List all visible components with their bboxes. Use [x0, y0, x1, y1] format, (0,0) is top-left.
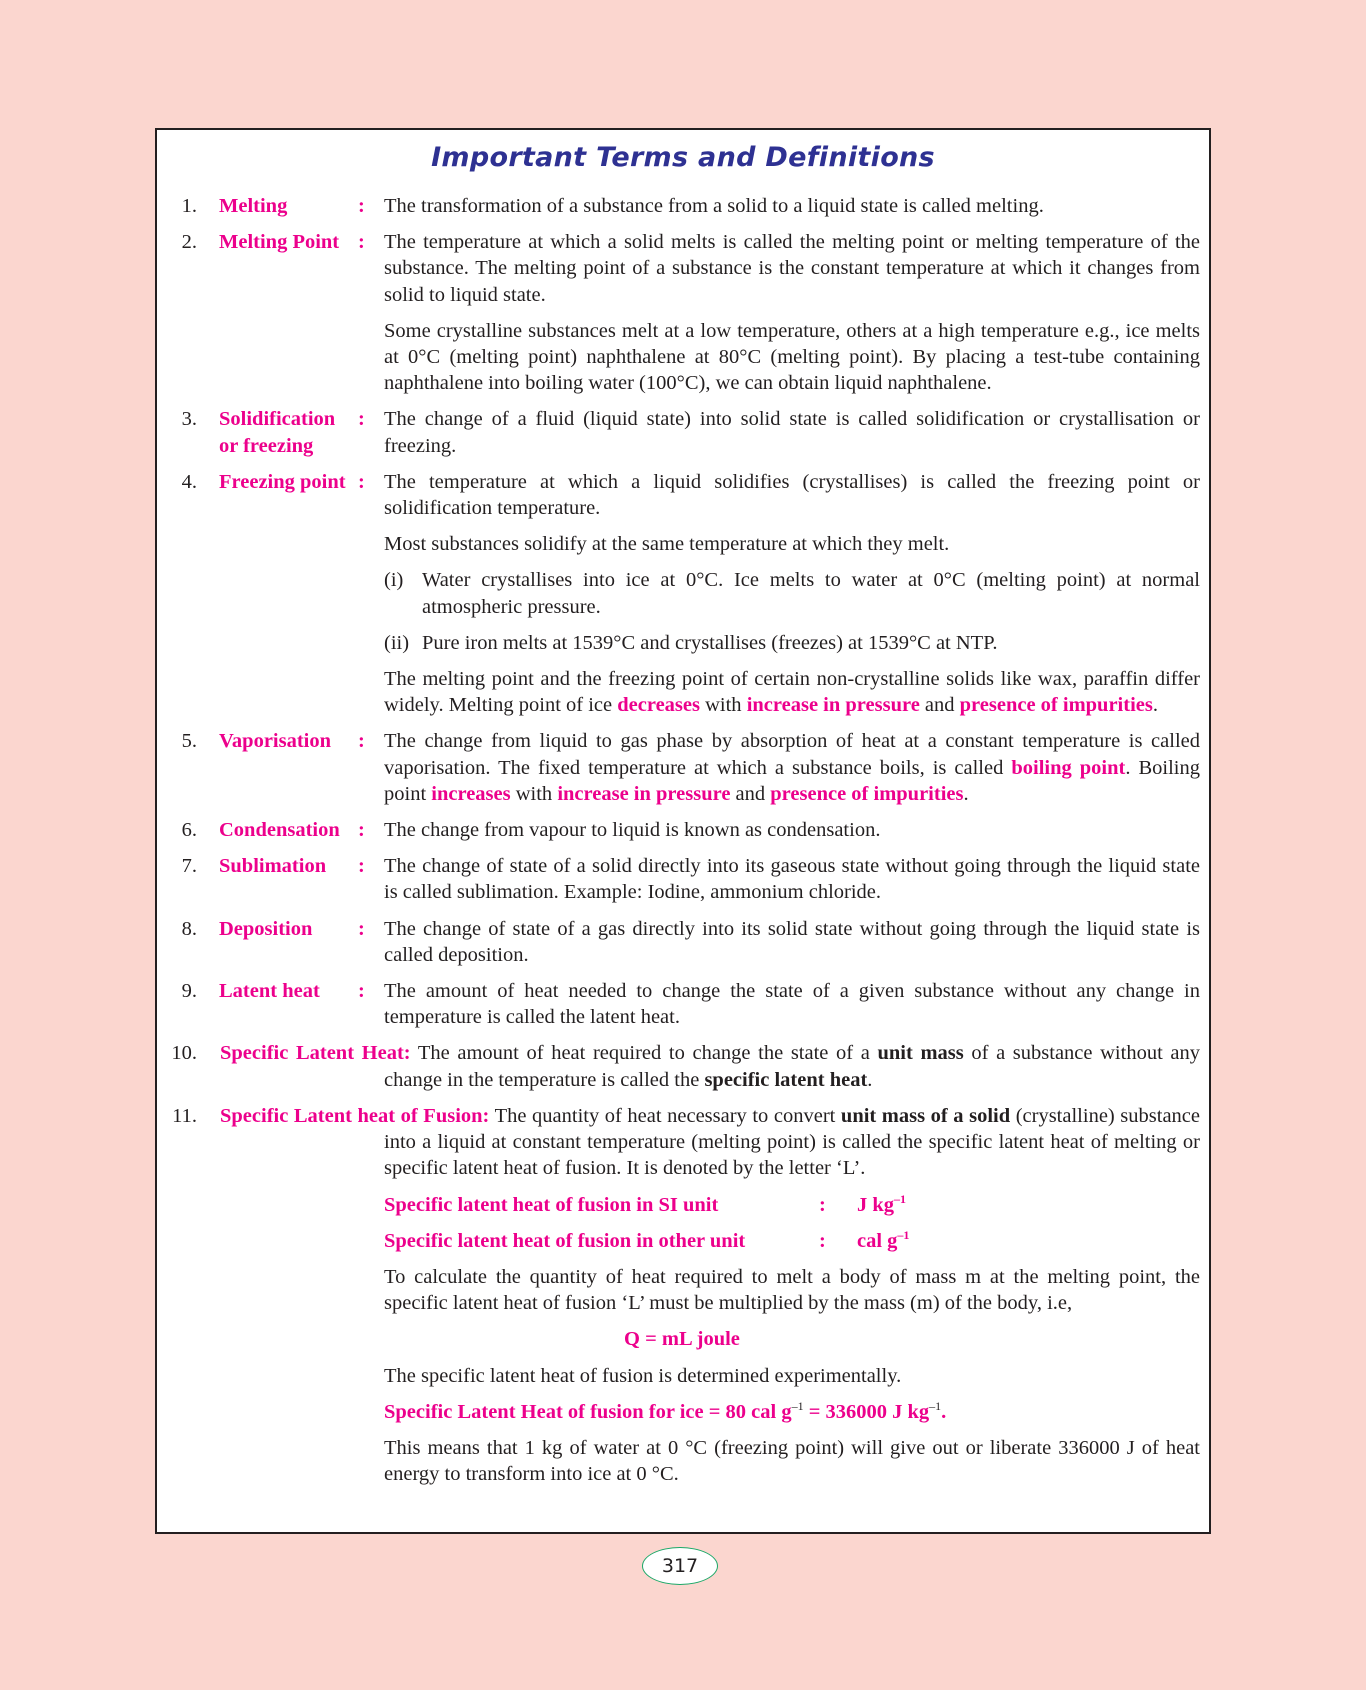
definition-item [157, 853, 1209, 905]
text-run: with [699, 694, 747, 717]
paragraph [384, 728, 1200, 807]
text-run: . [963, 782, 969, 805]
item-number: 8. [181, 917, 197, 940]
highlight-term: increase in pressure [557, 782, 731, 805]
text-run: This means that 1 kg of water at 0 °C (freezing point) will give out or liberate 336000 J of heat energy to transform into ice at 0 °C. [384, 1436, 1200, 1486]
term-colon: : [358, 730, 365, 753]
definition-body [384, 406, 1200, 458]
definition-item [157, 817, 1209, 843]
unit-value [857, 1228, 909, 1254]
term-colon: : [358, 231, 365, 254]
paragraph [384, 193, 1200, 219]
item-number: 1. [181, 195, 197, 217]
item-number: 4. [181, 470, 197, 493]
definitions-list [157, 193, 1209, 1497]
term-label: Vaporisation [219, 730, 332, 753]
term-label: Melting [219, 195, 288, 217]
text-run: (crystalline) substance into a liquid at constant temperature (melting point) is called the specific latent heat of melting or specific latent heat of fusion. It is denoted by the letter ‘L’. [384, 1104, 1201, 1180]
definition-body [384, 469, 1200, 719]
text-run: Some crystalline substances melt at a low temperature, others at a high temperature e.g., ice melts at 0°C (melting point) naphthalene at 80°C (melting point). By placing a test-tube containing naphthalene into boiling water (100°C), we can obtain liquid naphthalene. [384, 319, 1200, 395]
text-run: Water crystallises into ice at 0°C. Ice melts to water at 0°C (melting point) at normal atmospheric pressure. [422, 569, 1200, 618]
highlight-term: . [941, 1400, 947, 1423]
highlight-term: boiling point [1011, 756, 1126, 779]
text-run: To calculate the quantity of heat required to melt a body of mass m at the melting point, the specific latent heat of fusion ‘L’ must be multiplied by the mass (m) of the body, i.e, [384, 1265, 1200, 1315]
paragraph [384, 916, 1200, 968]
definition-item [157, 229, 1209, 396]
definition-body [220, 1103, 1201, 1487]
term-label: Solidification or freezing [219, 408, 336, 457]
text-run: The change of state of a gas directly into its solid state without going through the liquid state is called deposition. [384, 917, 1200, 966]
item-number: 7. [181, 855, 197, 878]
highlight-term: = 336000 J kg [803, 1400, 930, 1423]
paragraph [384, 1399, 1200, 1425]
definition-item [157, 916, 1209, 968]
text-run: The change from liquid to gas phase by absorption of heat at a constant temperature is called vaporisation. The fixed temperature at which a substance boils, is called [384, 730, 1200, 779]
term-label: Condensation [219, 819, 340, 842]
term-colon: : [358, 855, 365, 878]
highlight-term: presence of impurities [770, 782, 964, 805]
superscript: –1 [791, 1398, 804, 1413]
text-run: The quantity of heat necessary to convert [489, 1104, 841, 1127]
paragraph [384, 406, 1200, 458]
sub-point [384, 630, 1200, 656]
definition-body [384, 193, 1200, 219]
paragraph [384, 1363, 1200, 1389]
term-colon: : [358, 980, 365, 1003]
item-number: 3. [181, 408, 197, 431]
superscript: –1 [897, 1227, 910, 1242]
term-colon: : [358, 819, 365, 842]
item-number: 11. [172, 1104, 197, 1127]
text-run: The change of state of a solid directly into its gaseous state without going through the liquid state is called sublimation. Example: Iodine, ammonium chloride. [384, 855, 1200, 904]
unit-colon: : [819, 1229, 826, 1252]
unit-value [857, 1192, 906, 1218]
paragraph [384, 817, 1200, 843]
unit-label: Specific latent heat of fusion in SI unit [384, 1193, 719, 1216]
highlight-term: J kg [857, 1193, 895, 1216]
term-label: Latent heat [219, 980, 320, 1003]
term-colon: : [358, 408, 365, 431]
definition-item [157, 1103, 1209, 1487]
highlight-term: cal g [857, 1229, 898, 1252]
text-run: The change from vapour to liquid is known as condensation. [384, 819, 881, 842]
term-colon: : [358, 195, 365, 217]
highlight-term: Specific Latent Heat of fusion for ice = 80 cal g [384, 1400, 792, 1423]
unit-line [384, 1192, 1200, 1218]
item-number: 6. [181, 819, 197, 842]
text-run: Most substances solidify at the same temperature at which they melt. [384, 533, 950, 556]
term-label: Freezing point [219, 470, 346, 493]
paragraph [220, 1040, 1201, 1092]
sub-point-marker: (ii) [384, 631, 410, 654]
sub-point-text [422, 630, 1200, 656]
paragraph [384, 1435, 1200, 1487]
text-run: The melting point and the freezing point of certain non-crystalline solids like wax, paraffin differ widely. Melting point of ice [384, 668, 1200, 717]
definition-item [157, 1040, 1209, 1092]
unit-line [384, 1228, 1200, 1254]
term-label: Sublimation [219, 855, 327, 878]
definition-body [220, 1040, 1201, 1092]
definition-item [157, 728, 1209, 807]
term-colon: : [358, 917, 365, 940]
definition-body [384, 916, 1200, 968]
definitions-box [155, 128, 1211, 1534]
page-number: 317 [642, 1547, 718, 1585]
paragraph [384, 853, 1200, 905]
paragraph [220, 1103, 1201, 1182]
text-run: and [919, 694, 960, 717]
text-run: of a substance without any change in the temperature is called the [384, 1042, 1201, 1091]
text-run: The transformation of a substance from a solid to a liquid state is called melting. [384, 195, 1044, 217]
text-run: The change of a fluid (liquid state) into solid state is called solidification or crystallisation or freezing. [384, 408, 1200, 457]
paragraph [384, 531, 1200, 557]
definition-body [384, 728, 1200, 807]
formula [384, 1326, 1200, 1352]
highlight-term: Specific Latent Heat: [220, 1042, 411, 1065]
text-run: . [1152, 694, 1158, 717]
paragraph [384, 318, 1200, 397]
term-colon: : [358, 470, 365, 493]
term-label: Melting Point [219, 231, 340, 254]
definition-body [384, 817, 1200, 843]
bold-text: unit mass of a solid [840, 1104, 1011, 1127]
highlight-term: Specific Latent heat of Fusion: [220, 1104, 490, 1127]
page-title: Important Terms and Definitions [431, 142, 935, 173]
paragraph [384, 229, 1200, 308]
definition-item [157, 978, 1209, 1030]
superscript: –1 [929, 1398, 942, 1413]
definition-item [157, 193, 1209, 219]
text-run: with [510, 782, 558, 805]
paragraph [384, 469, 1200, 521]
highlight-term: decreases [617, 694, 700, 717]
unit-label: Specific latent heat of fusion in other unit [384, 1229, 746, 1252]
sub-point-text [422, 567, 1200, 619]
text-run: The specific latent heat of fusion is determined experimentally. [384, 1364, 902, 1387]
highlight-term: increases [431, 782, 511, 805]
paragraph [384, 666, 1200, 718]
text-run: The amount of heat required to change the state of a [410, 1042, 878, 1065]
text-run: Pure iron melts at 1539°C and crystallises (freezes) at 1539°C at NTP. [422, 631, 998, 654]
definition-body [384, 978, 1200, 1030]
term-label: Deposition [219, 917, 313, 940]
highlight-term: presence of impurities [959, 694, 1153, 717]
text-run: . [867, 1068, 873, 1091]
superscript: –1 [894, 1191, 907, 1206]
text-run: The temperature at which a solid melts is called the melting point or melting temperature of the substance. The melting point of a substance is the constant temperature at which it changes from solid to liquid state. [384, 231, 1200, 306]
sub-point [384, 567, 1200, 619]
item-number: 10. [171, 1042, 197, 1065]
paragraph [384, 978, 1200, 1030]
bold-text: unit mass [877, 1042, 964, 1065]
sub-point-marker: (i) [384, 569, 404, 592]
text-run: and [730, 782, 771, 805]
definition-item [157, 406, 1209, 458]
item-number: 9. [181, 980, 197, 1003]
definition-body [384, 229, 1200, 396]
text-run: . Boiling point [384, 756, 1200, 805]
unit-colon: : [819, 1193, 826, 1216]
paragraph [384, 1264, 1200, 1316]
item-number: 2. [181, 231, 197, 254]
highlight-term: increase in pressure [746, 694, 920, 717]
definition-item [157, 469, 1209, 719]
text-run: The amount of heat needed to change the state of a given substance without any change in temperature is called the latent heat. [384, 980, 1200, 1029]
text-run: The temperature at which a liquid solidifies (crystallises) is called the freezing point or solidification temperature. [384, 470, 1200, 520]
highlight-term: Q = mL joule [624, 1328, 740, 1351]
bold-text: specific latent heat [704, 1068, 868, 1091]
item-number: 5. [181, 730, 197, 753]
definition-body [384, 853, 1200, 905]
